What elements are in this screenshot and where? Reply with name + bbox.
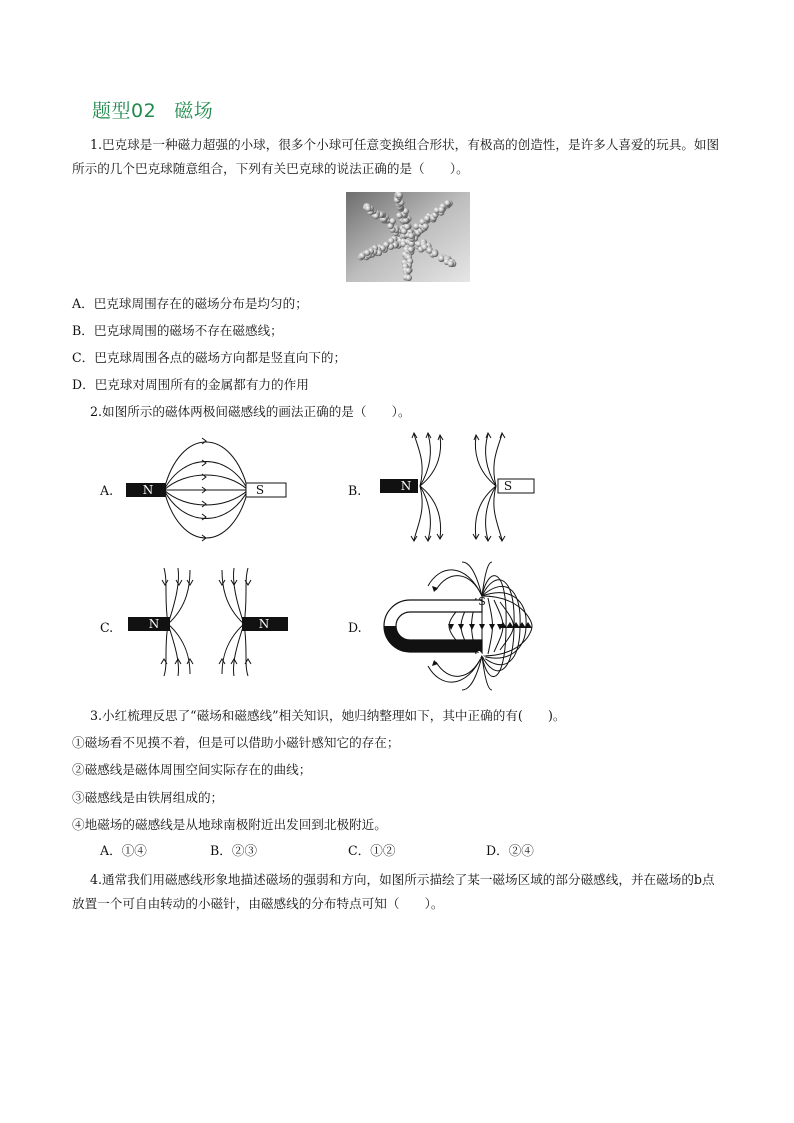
figure-c xyxy=(124,566,296,678)
b-pole-n: N xyxy=(400,479,412,493)
figure-a xyxy=(120,436,292,546)
buckyball-sphere xyxy=(365,205,371,211)
buckyball-photo xyxy=(346,192,470,282)
d-pole-n: N xyxy=(477,649,487,662)
q3-choice-a: A．①④ xyxy=(100,843,147,858)
d-pole-s: S xyxy=(478,595,486,608)
q2-stem: 2.如图所示的磁体两极间磁感线的画法正确的是（ ）。 xyxy=(90,404,411,419)
buckyball-sphere xyxy=(396,192,402,198)
buckyball-sphere xyxy=(424,215,430,221)
q3-choice-d: D．②④ xyxy=(486,843,534,858)
q2-label-b: B. xyxy=(348,483,362,498)
b-pole-s: S xyxy=(503,479,513,493)
q2-label-a: A. xyxy=(100,483,114,498)
q1-option-d: D．巴克球对周围所有的金属都有力的作用 xyxy=(72,377,309,392)
q3-choice-b: B．②③ xyxy=(210,843,258,858)
buckyball-sphere xyxy=(390,218,396,224)
buckyball-sphere xyxy=(448,261,454,267)
q1-option-c: C．巴克球周围各点的磁场方向都是竖直向下的； xyxy=(72,350,347,365)
buckyball-sphere xyxy=(432,251,438,257)
buckyball-sphere xyxy=(359,253,365,259)
c-pole-n-left: N xyxy=(148,617,160,631)
q1-option-a: A．巴克球周围存在的磁场分布是均匀的； xyxy=(72,296,308,311)
q3-item-3: ③磁感线是由铁屑组成的； xyxy=(72,790,224,805)
buckyball-sphere xyxy=(396,212,402,218)
a-pole-n: N xyxy=(142,483,154,497)
q3-choice-c: C．①② xyxy=(348,843,396,858)
q2-label-c: C. xyxy=(100,620,114,635)
q2-label-d: D. xyxy=(348,620,362,635)
section-label: 题型02 xyxy=(92,100,157,122)
section-heading xyxy=(92,96,213,123)
buckyball-sphere xyxy=(438,207,444,213)
buckyball-sphere xyxy=(404,224,410,230)
section-title: 磁场 xyxy=(174,100,214,122)
buckyball-sphere xyxy=(444,200,450,206)
c-pole-n-right: N xyxy=(258,617,270,631)
q3-stem: 3.小红梳理反思了“磁场和磁感线”相关知识，她归纳整理如下，其中正确的有( )。 xyxy=(90,708,566,723)
q3-item-2: ②磁感线是磁体周围空间实际存在的曲线； xyxy=(72,762,312,777)
a-pole-s: S xyxy=(255,483,265,497)
q3-item-4: ④地磁场的磁感线是从地球南极附近出发回到北极附近。 xyxy=(72,817,387,832)
q1-option-b: B．巴克球周围的磁场不存在磁感线； xyxy=(72,323,283,338)
buckyball-sphere xyxy=(406,275,412,281)
q3-item-1: ①磁场看不见摸不着，但是可以借助小磁针感知它的存在； xyxy=(72,735,400,750)
buckyball-sphere xyxy=(422,223,428,229)
figure-d xyxy=(370,560,534,692)
q4-stem: 4.通常我们用磁感线形象地描述磁场的强弱和方向，如图所示描绘了某一磁场区域的部分磁感线，并在磁场的b点放置一个可自由转动的小磁针，由磁感线的分布特点可知（ ）。 xyxy=(72,872,715,911)
figure-b xyxy=(378,432,538,542)
buckyball-sphere xyxy=(408,233,414,239)
buckyball-sphere xyxy=(405,268,411,274)
q1-stem: 1.巴克球是一种磁力超强的小球，很多个小球可任意变换组合形状，有极高的创造性，是许多人喜爱的玩具。如图所示的几个巴克球随意组合，下列有关巴克球的说法正确的是（ ）。 xyxy=(72,137,720,176)
